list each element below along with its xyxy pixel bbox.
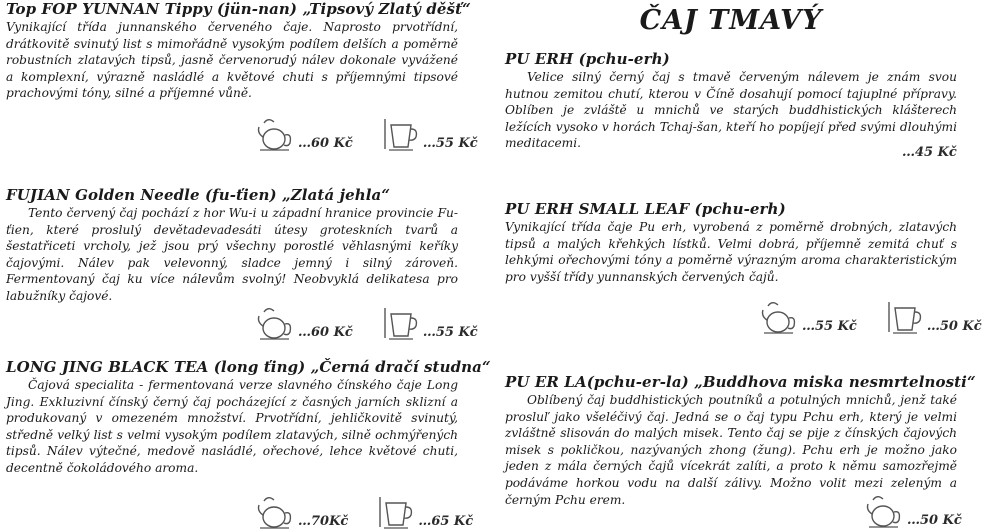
- tea-description: Vynikající třída čaje Pu erh, vyrobená z poměrně drobných, zlatavých tipsů a malých křehkých lístků. Velmi dobrá, příjemně zemitá chuť s lehkými ořechovými tóny a poměrně výrazným aroma charakteristickým pro vyšší třídy yunnanských červených čajů.: [505, 220, 957, 284]
- teapot-icon: [256, 304, 296, 342]
- tea-item: [6, 186, 458, 305]
- price-text: …45 Kč: [902, 145, 957, 160]
- price-cup-text: …65 Kč: [418, 514, 474, 529]
- teapot-icon: [256, 493, 296, 531]
- teapot-icon: [760, 298, 800, 336]
- price-teapot-text: …60 Kč: [298, 136, 353, 151]
- tea-item: [505, 50, 957, 152]
- section-heading: ČAJ TMAVÝ: [639, 5, 823, 36]
- teapot-icon: [865, 492, 905, 530]
- price-cup-text: …55 Kč: [422, 136, 478, 151]
- price-row: [256, 491, 473, 531]
- price-row: [256, 113, 478, 153]
- tea-description: Vynikající třída junnanského červeného čaje. Naprosto prvotřídní, drátkovitě svinutý list s mimořádně vysokým podílem delších a poměrně robustních zlatavých tipsů, jasně červenorudý nálev dokonale vyvážené a komplexní, výrazně nasládlé a květové chuti s příjemnými tipsové prachovými tóny, silné a příjemné vůně.: [6, 20, 458, 101]
- tea-description: Čajová specialita - fermentovaná verze slavného čínského čaje Long Jing. Exkluzivní čínský černý čaj pocházející z časných jarních sklizní a produkovaný v omezeném množství. Prvotřídní, jehličkovitě svinutý, středně velký list s velmi vysokým podílem zlatavých, silně ochmýřených tipsů. Nálev výtečné, medově nasládlé, ořechové, lehce květové chuti, decentně čokoládového aroma.: [6, 378, 458, 475]
- tea-item: [505, 373, 976, 508]
- price-teapot: [760, 298, 857, 336]
- price-teapot: [256, 304, 353, 342]
- price-cup: [381, 115, 478, 153]
- price-teapot-text: …55 Kč: [802, 319, 857, 334]
- price-teapot: [256, 115, 353, 153]
- tea-title: FUJIAN Golden Needle (fu-ťien) „Zlatá jehla“: [6, 186, 391, 204]
- price-teapot-text: …50 Kč: [907, 513, 962, 528]
- tea-title: PU ERH (pchu-erh): [505, 50, 670, 68]
- tea-item: [505, 200, 957, 285]
- tea-title: PU ER LA(pchu-er-la) „Buddhova miska nesmrtelnosti“: [505, 373, 976, 391]
- price-cup-text: …50 Kč: [926, 319, 982, 334]
- price-row: [865, 490, 962, 530]
- price-row: [900, 122, 957, 162]
- price-teapot: [256, 493, 348, 531]
- cup-icon: [381, 304, 421, 342]
- cup-icon: [381, 115, 421, 153]
- price-cup: [376, 493, 473, 531]
- tea-description: Tento červený čaj pochází z hor Wu-i u západní hranice provincie Fu-ťien, které proslulý devětadevadesáti útesy groteskních tvarů a šestatřiceti vrcholy, jež jsou prý všechny porostlé věhlasnými keříky čajovými. Nálev pak velevonný, sladce jemný i silný zároveň. Fermentovaný čaj ku více nálevům svolný! Neobvyklá delikatesa pro labužníky čajové.: [6, 206, 458, 303]
- price-cup-text: …55 Kč: [422, 325, 478, 340]
- tea-description: Velice silný černý čaj s tmavě červeným nálevem je znám svou hutnou zemitou chutí, kterou v Číně dosahují pomocí tajuplné přípravy. Oblíben je zvláště u mnichů ve starých buddhistických klášterech ležících vysoko v horách Tchaj-šan, kteří ho popíjejí před svými dlouhými meditacemi.: [505, 70, 957, 151]
- cup-icon: [885, 298, 925, 336]
- price-single: [900, 145, 957, 162]
- price-teapot-text: …70Kč: [298, 514, 349, 529]
- tea-item: [6, 0, 471, 102]
- tea-title: PU ERH SMALL LEAF (pchu-erh): [505, 200, 786, 218]
- tea-description: Oblíbený čaj buddhistických poutníků a potulných mnichů, jenž také prosluľ jako všeléčivý čaj. Jedná se o čaj typu Pchu erh, který je velmi zvláštně slisován do malých misek. Tento čaj se pije z čínských čajových misek s pokličkou, nazývaných zhong (žung). Pchu erh je možno jako jeden z mála černých čajů vícekrát zalíti, a proto k němu samozřejmě podáváme horkou vodu na další zálivy. Možno volit mezi zeleným a černým Pchu erem.: [505, 393, 957, 507]
- price-row: [760, 296, 982, 336]
- price-cup: [885, 298, 982, 336]
- tea-item: [6, 358, 491, 477]
- price-teapot-text: …60 Kč: [298, 325, 353, 340]
- price-row: [256, 302, 478, 342]
- price-cup: [381, 304, 478, 342]
- tea-title: LONG JING BLACK TEA (long ťing) „Černá dračí studna“: [6, 358, 491, 376]
- price-teapot: [865, 492, 962, 530]
- tea-title: Top FOP YUNNAN Tippy (jün-nan) „Tipsový Zlatý děšť“: [6, 0, 471, 18]
- cup-icon: [376, 493, 416, 531]
- teapot-icon: [256, 115, 296, 153]
